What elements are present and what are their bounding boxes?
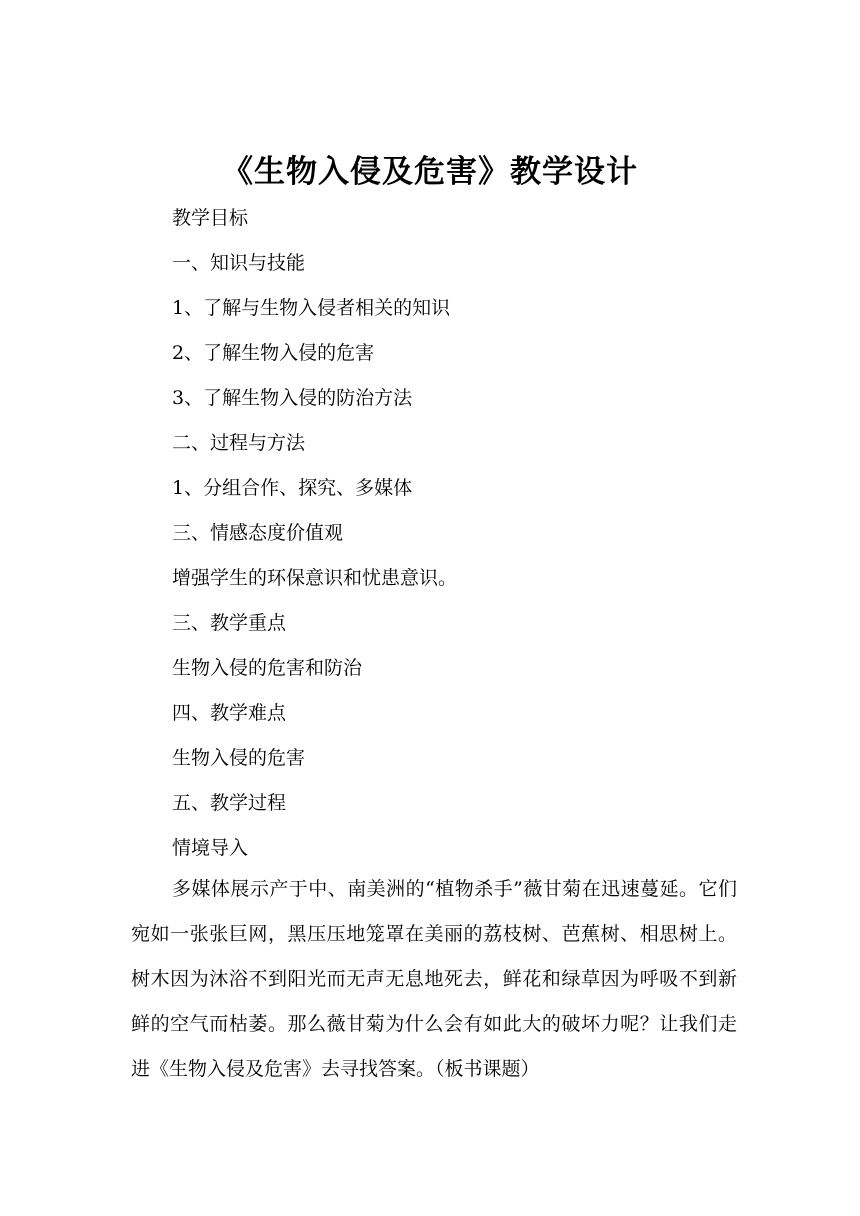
list-item: 3、了解生物入侵的防治方法 — [172, 387, 413, 409]
section-heading-key-points: 三、教学重点 — [172, 612, 287, 634]
list-item: 1、了解与生物入侵者相关的知识 — [172, 297, 451, 319]
section-heading-teaching-process: 五、教学过程 — [172, 792, 287, 814]
list-item: 1、分组合作、探究、多媒体 — [172, 477, 413, 499]
document-title: 《生物入侵及危害》教学设计 — [222, 154, 638, 190]
section-heading-process-methods: 二、过程与方法 — [172, 432, 306, 454]
section-heading-emotion-values: 三、情感态度价值观 — [172, 522, 344, 544]
body-text: 生物入侵的危害和防治 — [172, 657, 363, 679]
section-heading-difficulties: 四、教学难点 — [172, 702, 287, 724]
section-heading-knowledge-skills: 一、知识与技能 — [172, 252, 306, 274]
section-heading-teaching-objectives: 教学目标 — [172, 207, 249, 229]
list-item: 2、了解生物入侵的危害 — [172, 342, 375, 364]
subheading-scenario-intro: 情境导入 — [172, 837, 249, 859]
body-text: 生物入侵的危害 — [172, 747, 306, 769]
intro-paragraph: 多媒体展示产于中、南美洲的“植物杀手”薇甘菊在迅速蔓延。它们宛如一张张巨网，黑压压地笼罩在美丽的荔枝树、芭蕉树、相思树上。树木因为沐浴不到阳光而无声无息地死去，鲜花和绿草因为呼吸不到新鲜的空气而枯萎。那么薇甘菊为什么会有如此大的破坏力呢？让我们走进《生物入侵及危害》去寻找答案。（板书课题） — [131, 878, 737, 1080]
body-text: 增强学生的环保意识和忧患意识。 — [172, 567, 458, 589]
